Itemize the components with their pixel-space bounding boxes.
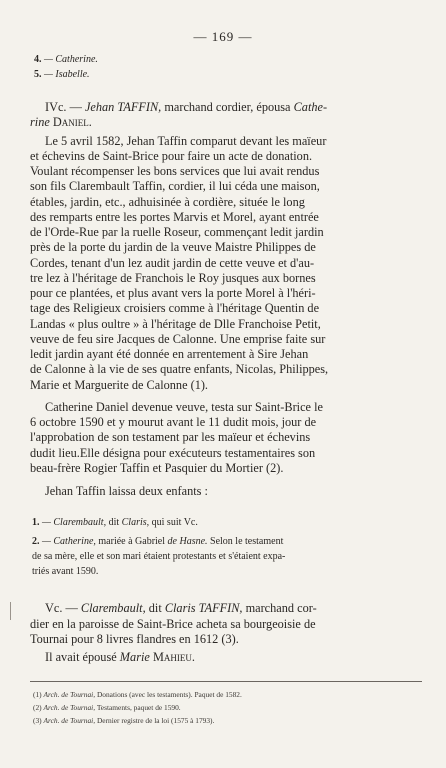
text-line: Catherine Daniel devenue veuve, testa sur Saint-Brice le: [45, 400, 323, 414]
text-line: de l'Orde-Rue par la ruelle Roseur, commençant ledit jardin: [30, 225, 324, 239]
text-line: pour ce plantées, et plus avant vers la porte Morel à l'héri-: [30, 286, 316, 300]
list-item: [34, 53, 98, 66]
text-line: étables, jardin, etc., adhuisinée à cordière, située le long: [30, 195, 305, 209]
list-item-name: — Catherine.: [44, 54, 98, 65]
text-line: dier en la paroisse de Saint-Brice acheta sa bourgeoisie de: [30, 617, 316, 631]
heading-wife-surname: Daniel.: [52, 115, 92, 129]
child-text: qui suit Vc.: [151, 517, 198, 528]
text-line: des remparts entre les portes Marvis et Morel, ayant entrée: [30, 210, 319, 224]
text-line: de Calonne à la vie de ses quatre enfants, Nicolas, Philippes,: [30, 362, 329, 376]
footnote-rule: [30, 681, 422, 682]
footnote-text: Dernier registre de la loi (1575 à 1793).: [96, 716, 215, 725]
footnote-number: (3): [33, 716, 42, 725]
text-line: Cordes, tenant d'un lez audit jardin de cette veuve et d'au-: [30, 256, 315, 270]
child-name: — Catherine,: [42, 536, 96, 547]
heading-text: marchand cordier, épousa: [164, 100, 291, 114]
children-intro: Jehan Taffin laissa deux enfants :: [45, 484, 208, 498]
child-dit: dit: [108, 517, 120, 528]
text-line: veuve de feu sire Jacques de Calonne. Une emprise faite sur: [30, 332, 326, 346]
footnote-number: (1): [33, 690, 42, 699]
child-item-cont: de sa mère, elle et son mari étaient protestants et s'étaient expa-: [32, 551, 286, 562]
footnote-text: Donations (avec les testaments). Paquet de 1582.: [96, 690, 242, 699]
child-number: 2.: [32, 536, 40, 547]
list-item-name: — Isabelle.: [44, 69, 90, 80]
spouse-name: Marie: [119, 650, 150, 664]
text-line: Marie et Marguerite de Calonne (1).: [30, 378, 209, 392]
child-item: [32, 535, 283, 548]
child-alias: Claris,: [121, 517, 150, 528]
margin-mark: [10, 602, 11, 620]
spouse-surname: Mahieu.: [152, 650, 195, 664]
heading-roman: IVc. —: [45, 100, 82, 114]
text-line: tage des Religieux croisiers comme à l'héritage Quentin de: [30, 301, 320, 315]
heading-text: marchand cor-: [245, 601, 317, 615]
footnote: [33, 716, 214, 726]
child-spouse: de Hasne.: [167, 536, 208, 547]
child-item-cont: triés avant 1590.: [32, 566, 99, 577]
text-line: près de la porte du jardin de la veuve Maistre Philippes de: [30, 240, 316, 254]
text-line: beau-frère Rogier Taffin et Pasquier du Mortier (2).: [30, 461, 284, 475]
text-segment: Il avait épousé: [45, 650, 117, 664]
heading-wife-cont: rine: [30, 115, 50, 129]
text-line: [45, 650, 195, 665]
heading-dit: dit: [148, 601, 162, 615]
text-line: ledit jardin ayant été donnée en arrentement à Sire Jehan: [30, 347, 309, 361]
footnote-number: (2): [33, 703, 42, 712]
text-line: Landas « plus oultre » à l'héritage de Dlle Franchoise Petit,: [30, 317, 321, 331]
text-line: Le 5 avril 1582, Jehan Taffin comparut devant les maïeur: [45, 134, 327, 148]
heading-roman: Vc. —: [45, 601, 78, 615]
footnote-source: Arch. de Tournai,: [43, 690, 96, 699]
footnote: [33, 703, 181, 713]
section-heading-iv: [45, 100, 422, 115]
child-name: — Clarembault,: [42, 517, 107, 528]
footnote-text: Testaments, paquet de 1590.: [96, 703, 181, 712]
list-item-number: 4.: [34, 54, 42, 65]
text-line: Voulant récompenser les bons services que lui avait rendus: [30, 164, 320, 178]
page-number: — 169 —: [193, 29, 253, 44]
text-line: tre lez à l'héritage de Franchois le Roy jusques aux bornes: [30, 271, 316, 285]
text-line: et échevins de Saint-Brice pour faire un acte de donation.: [30, 149, 313, 163]
heading-alias: Claris TAFFIN,: [164, 601, 243, 615]
text-line: l'approbation de son testament par les maïeur et échevins: [30, 430, 311, 444]
heading-wife: Cathe-: [293, 100, 328, 114]
heading-name: Jehan TAFFIN,: [84, 100, 162, 114]
list-item-number: 5.: [34, 69, 42, 80]
text-line: dudit lieu.Elle désigna pour exécuteurs testamentaires son: [30, 446, 316, 460]
text-line: Tournai pour 8 livres flandres en 1612 (3).: [30, 632, 239, 646]
section-heading-iv-cont: [30, 115, 92, 130]
child-text: Selon le testament: [210, 536, 284, 547]
text-line: son fils Clarembault Taffin, cordier, il lui céda une maison,: [30, 179, 320, 193]
list-item: [34, 68, 90, 81]
text-line: 6 octobre 1590 et y mourut avant le 11 dudit mois, jour de: [30, 415, 317, 429]
footnote-source: Arch. de Tournai,: [43, 716, 96, 725]
heading-name: Clarembault,: [80, 601, 146, 615]
section-heading-v: [45, 601, 317, 616]
child-number: 1.: [32, 517, 40, 528]
footnote-source: Arch. de Tournai,: [43, 703, 96, 712]
child-text: mariée à Gabriel: [98, 536, 166, 547]
footnote: [33, 690, 242, 700]
child-item: [32, 516, 198, 529]
